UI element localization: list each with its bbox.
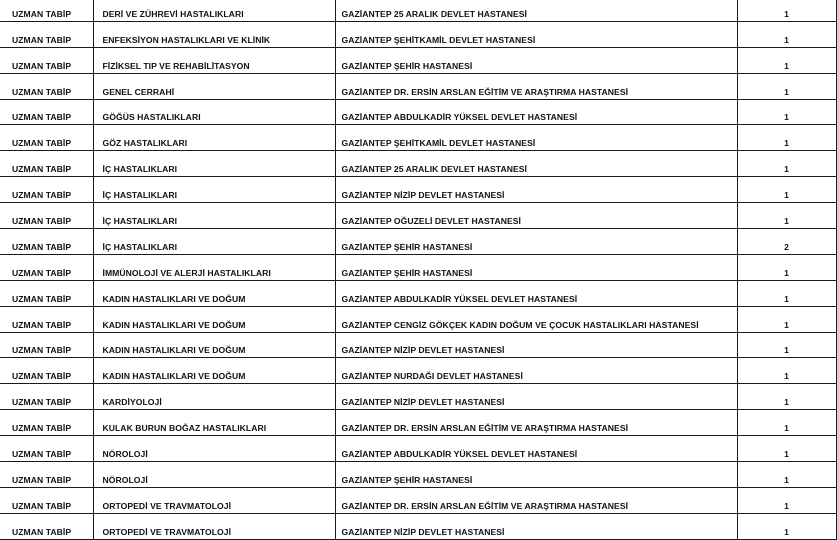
table-row [0,151,836,177]
branch-cell: KARDİYOLOJİ [93,384,335,410]
title-cell: UZMAN TABİP [0,462,93,488]
title-cell: UZMAN TABİP [0,332,93,358]
table-row [0,177,836,203]
count-cell: 1 [737,384,836,410]
count-cell: 1 [737,410,836,436]
count-cell: 1 [737,358,836,384]
branch-cell: İÇ HASTALIKLARI [93,151,335,177]
count-cell: 1 [737,254,836,280]
hospital-cell: GAZİANTEP ABDULKADİR YÜKSEL DEVLET HASTANESİ [335,99,737,125]
table-row [0,487,836,513]
hospital-cell: GAZİANTEP NİZİP DEVLET HASTANESİ [335,177,737,203]
table-row [0,21,836,47]
count-cell: 1 [737,99,836,125]
table-row [0,47,836,73]
title-cell: UZMAN TABİP [0,151,93,177]
title-cell: UZMAN TABİP [0,487,93,513]
branch-cell: NÖROLOJİ [93,462,335,488]
table-row [0,306,836,332]
hospital-cell: GAZİANTEP 25 ARALIK DEVLET HASTANESİ [335,151,737,177]
table-row [0,384,836,410]
title-cell: UZMAN TABİP [0,21,93,47]
hospital-cell: GAZİANTEP ŞEHİTKAMİL DEVLET HASTANESİ [335,125,737,151]
title-cell: UZMAN TABİP [0,410,93,436]
count-cell: 1 [737,332,836,358]
hospital-cell: GAZİANTEP OĞUZELİ DEVLET HASTANESİ [335,203,737,229]
count-cell: 1 [737,47,836,73]
count-cell: 1 [737,513,836,539]
count-cell: 1 [737,487,836,513]
table-row [0,0,836,21]
hospital-cell: GAZİANTEP DR. ERSİN ARSLAN EĞİTİM VE ARAŞTIRMA HASTANESİ [335,487,737,513]
hospital-cell: GAZİANTEP ŞEHİTKAMİL DEVLET HASTANESİ [335,21,737,47]
count-cell: 1 [737,177,836,203]
branch-cell: NÖROLOJİ [93,436,335,462]
branch-cell: ENFEKSİYON HASTALIKLARI VE KLİNİK [93,21,335,47]
count-cell: 1 [737,73,836,99]
branch-cell: KULAK BURUN BOĞAZ HASTALIKLARI [93,410,335,436]
hospital-cell: GAZİANTEP ŞEHİR HASTANESİ [335,254,737,280]
count-cell: 2 [737,229,836,255]
count-cell: 1 [737,436,836,462]
count-cell: 1 [737,151,836,177]
table-row [0,203,836,229]
title-cell: UZMAN TABİP [0,0,93,21]
branch-cell: GÖZ HASTALIKLARI [93,125,335,151]
title-cell: UZMAN TABİP [0,203,93,229]
branch-cell: ORTOPEDİ VE TRAVMATOLOJİ [93,513,335,539]
hospital-cell: GAZİANTEP ŞEHİR HASTANESİ [335,462,737,488]
hospital-cell: GAZİANTEP ŞEHİR HASTANESİ [335,47,737,73]
table-row [0,358,836,384]
branch-cell: KADIN HASTALIKLARI VE DOĞUM [93,280,335,306]
table-row [0,513,836,539]
title-cell: UZMAN TABİP [0,125,93,151]
hospital-cell: GAZİANTEP NİZİP DEVLET HASTANESİ [335,384,737,410]
branch-cell: KADIN HASTALIKLARI VE DOĞUM [93,358,335,384]
branch-cell: GENEL CERRAHİ [93,73,335,99]
branch-cell: İÇ HASTALIKLARI [93,177,335,203]
count-cell: 1 [737,0,836,21]
title-cell: UZMAN TABİP [0,280,93,306]
count-cell: 1 [737,125,836,151]
count-cell: 1 [737,203,836,229]
hospital-cell: GAZİANTEP DR. ERSİN ARSLAN EĞİTİM VE ARAŞTIRMA HASTANESİ [335,410,737,436]
branch-cell: ORTOPEDİ VE TRAVMATOLOJİ [93,487,335,513]
branch-cell: İÇ HASTALIKLARI [93,229,335,255]
title-cell: UZMAN TABİP [0,254,93,280]
title-cell: UZMAN TABİP [0,47,93,73]
hospital-cell: GAZİANTEP 25 ARALIK DEVLET HASTANESİ [335,0,737,21]
table-row [0,73,836,99]
table-row [0,99,836,125]
branch-cell: KADIN HASTALIKLARI VE DOĞUM [93,332,335,358]
hospital-cell: GAZİANTEP ABDULKADİR YÜKSEL DEVLET HASTANESİ [335,436,737,462]
table-row [0,125,836,151]
title-cell: UZMAN TABİP [0,306,93,332]
table-row [0,332,836,358]
hospital-cell: GAZİANTEP ŞEHİR HASTANESİ [335,229,737,255]
title-cell: UZMAN TABİP [0,513,93,539]
branch-cell: GÖĞÜS HASTALIKLARI [93,99,335,125]
title-cell: UZMAN TABİP [0,384,93,410]
hospital-cell: GAZİANTEP DR. ERSİN ARSLAN EĞİTİM VE ARAŞTIRMA HASTANESİ [335,73,737,99]
title-cell: UZMAN TABİP [0,436,93,462]
hospital-cell: GAZİANTEP NURDAĞI DEVLET HASTANESİ [335,358,737,384]
title-cell: UZMAN TABİP [0,229,93,255]
table-row [0,462,836,488]
table-row [0,254,836,280]
hospital-cell: GAZİANTEP ABDULKADİR YÜKSEL DEVLET HASTANESİ [335,280,737,306]
count-cell: 1 [737,462,836,488]
hospital-cell: GAZİANTEP NİZİP DEVLET HASTANESİ [335,332,737,358]
title-cell: UZMAN TABİP [0,73,93,99]
count-cell: 1 [737,280,836,306]
table-row [0,436,836,462]
branch-cell: FİZİKSEL TIP VE REHABİLİTASYON [93,47,335,73]
hospital-cell: GAZİANTEP CENGİZ GÖKÇEK KADIN DOĞUM VE ÇOCUK HASTALIKLARI HASTANESİ [335,306,737,332]
branch-cell: İÇ HASTALIKLARI [93,203,335,229]
title-cell: UZMAN TABİP [0,177,93,203]
table-row [0,410,836,436]
hospital-cell: GAZİANTEP NİZİP DEVLET HASTANESİ [335,513,737,539]
branch-cell: DERİ VE ZÜHREVİ HASTALIKLARI [93,0,335,21]
title-cell: UZMAN TABİP [0,358,93,384]
count-cell: 1 [737,306,836,332]
count-cell: 1 [737,21,836,47]
table-row [0,229,836,255]
title-cell: UZMAN TABİP [0,99,93,125]
branch-cell: KADIN HASTALIKLARI VE DOĞUM [93,306,335,332]
branch-cell: İMMÜNOLOJİ VE ALERJİ HASTALIKLARI [93,254,335,280]
table-row [0,280,836,306]
